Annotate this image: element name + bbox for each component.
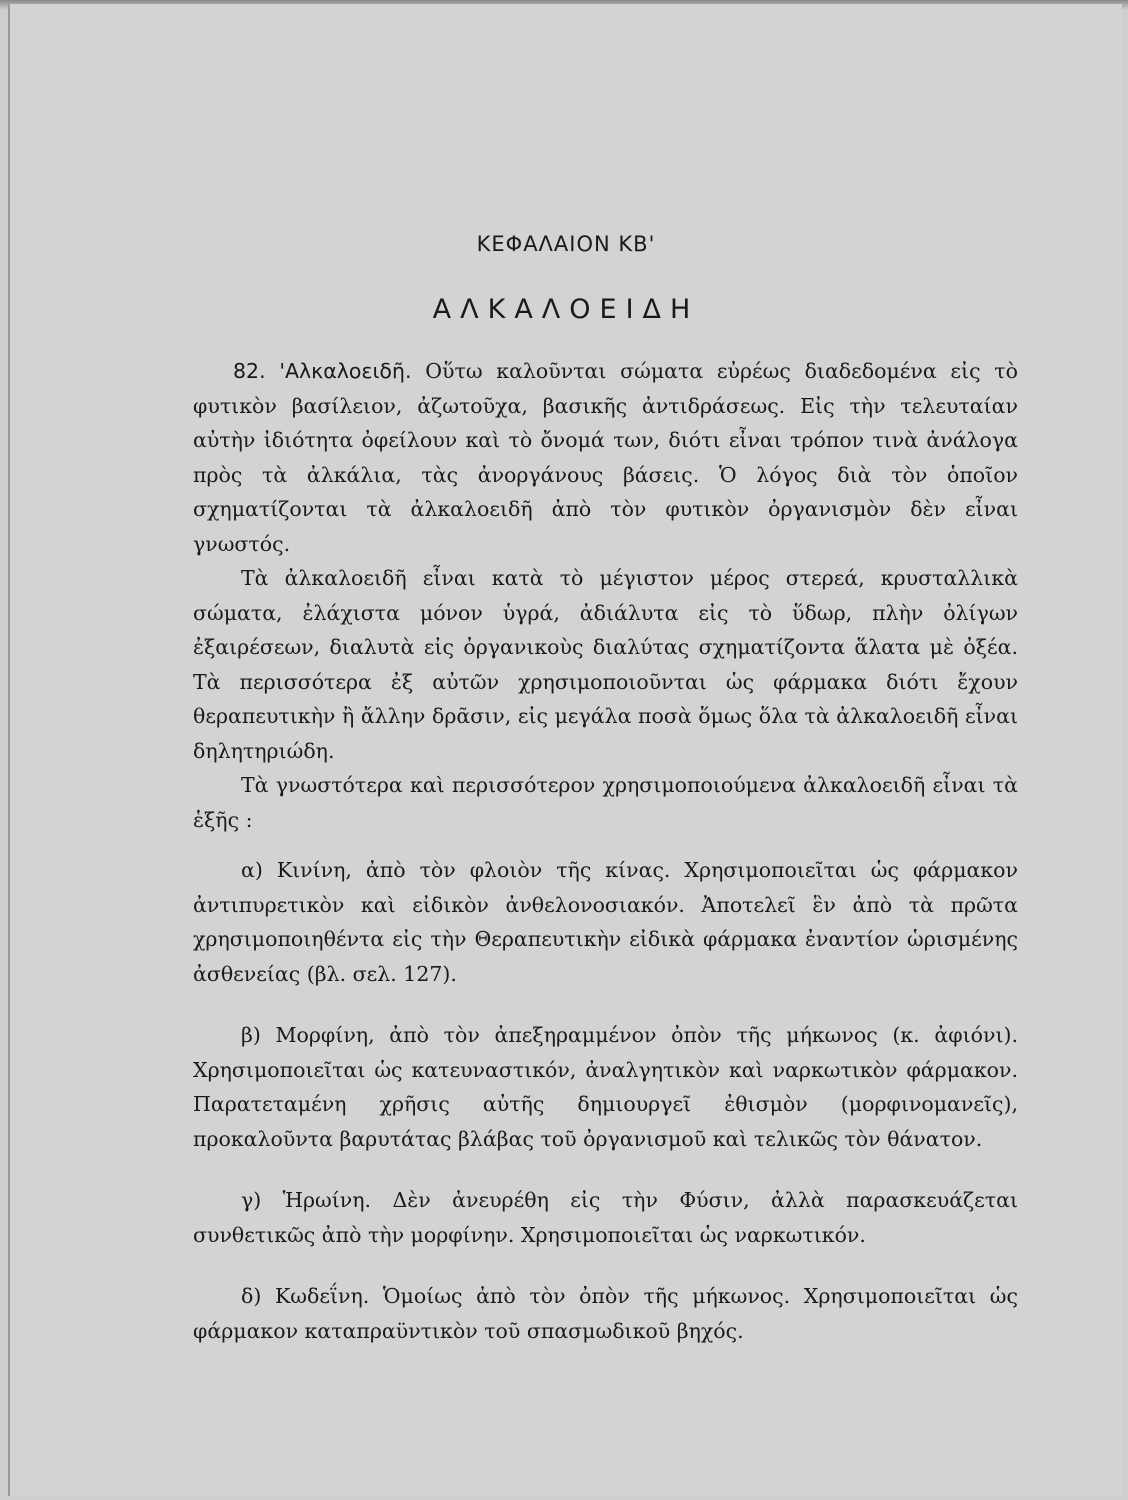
section-number: 82. [233, 359, 266, 383]
section-text: Οὕτω καλοῦνται σώματα εὐρέως διαδεδομένα εἰς τὸ φυτικὸν βασίλειον, ἀζωτοῦχα, βασικῆς ἀντιδράσεως. Εἰς τὴν τελευταίαν αὐτὴν ἰδιότητα ὀφείλουν καὶ τὸ ὄνομά των, διότι εἶναι τρόπον τινὰ ἀνάλογα πρὸς τὰ ἀλκάλια, τὰς ἀνοργάνους βάσεις. Ὁ λόγος διὰ τὸν ὁποῖον σχηματίζονται τὰ ἀλκαλοειδῆ ἀπὸ τὸν φυτικὸν ὀργανισμὸν δὲν εἶναι γνωστός. [193, 359, 1018, 556]
paragraph: Τὰ ἀλκαλοειδῆ εἶναι κατὰ τὸ μέγιστον μέρος στερεά, κρυσταλλικὰ σώματα, ἐλάχιστα μόνον ὑγρά, ἀδιάλυτα εἰς τὸ ὕδωρ, πλὴν ὀλίγων ἐξαιρέσεων, διαλυτὰ εἰς ὀργανικοὺς διαλύτας σχηματίζοντα ἅλατα μὲ ὀξέα. Τὰ περισσότερα ἐξ αὐτῶν χρησιμοποιοῦνται ὡς φάρμακα διότι ἔχουν θεραπευτικὴν ἢ ἄλλην δρᾶσιν, εἰς μεγάλα ποσὰ ὅμως ὅλα τὰ ἀλκαλοειδῆ εἶναι δηλητηριώδη. [193, 566, 1018, 763]
body-text [193, 354, 1018, 1348]
section-heading: 'Αλκαλοειδῆ. [279, 359, 412, 383]
list-item: α) Κινίνη, ἀπὸ τὸν φλοιὸν τῆς κίνας. Χρησιμοποιεῖται ὡς φάρμακον ἀντιπυρετικὸν καὶ εἰδικὸν ἀνθελονοσιακόν. Ἀποτελεῖ ἓν ἀπὸ τὰ πρῶτα χρησιμοποιηθέντα εἰς τὴν Θεραπευτικὴν εἰδικὰ φάρμακα ἐναντίον ὡρισμένης ἀσθενείας (βλ. σελ. 127). [193, 858, 1018, 986]
paragraph: Τὰ γνωστότερα καὶ περισσότερον χρησιμοποιούμενα ἀλκαλοειδῆ εἶναι τὰ ἑξῆς : [193, 773, 1018, 832]
chapter-heading: ΚΕΦΑΛΑΙΟΝ ΚΒ' [476, 232, 656, 256]
list-item: β) Μορφίνη, ἀπὸ τὸν ἀπεξηραμμένον ὀπὸν τῆς μήκωνος (κ. ἀφιόνι). Χρησιμοποιεῖται ὡς κατευναστικόν, ἀναλγητικὸν καὶ ναρκωτικὸν φάρμακον. Παρατεταμένη χρῆσις αὐτῆς δημιουργεῖ ἐθισμὸν (μορφινομανεῖς), προκαλοῦντα βαρυτάτας βλάβας τοῦ ὀργανισμοῦ καὶ τελικῶς τὸν θάνατον. [193, 1023, 1018, 1151]
document-page [8, 4, 1122, 1496]
page-title: ΑΛΚΑΛΟΕΙΔΗ [432, 294, 700, 325]
list-item: δ) Κωδεΐνη. Ὁμοίως ἀπὸ τὸν ὀπὸν τῆς μήκωνος. Χρησιμοποιεῖται ὡς φάρμακον καταπραϋντικὸν τοῦ σπασμωδικοῦ βηχός. [193, 1284, 1018, 1343]
section-paragraph [193, 354, 1018, 561]
list-item: γ) Ἡρωίνη. Δὲν ἀνευρέθη εἰς τὴν Φύσιν, ἀλλὰ παρασκευάζεται συνθετικῶς ἀπὸ τὴν μορφίνην. Χρησιμοποιεῖται ὡς ναρκωτικόν. [193, 1188, 1018, 1247]
